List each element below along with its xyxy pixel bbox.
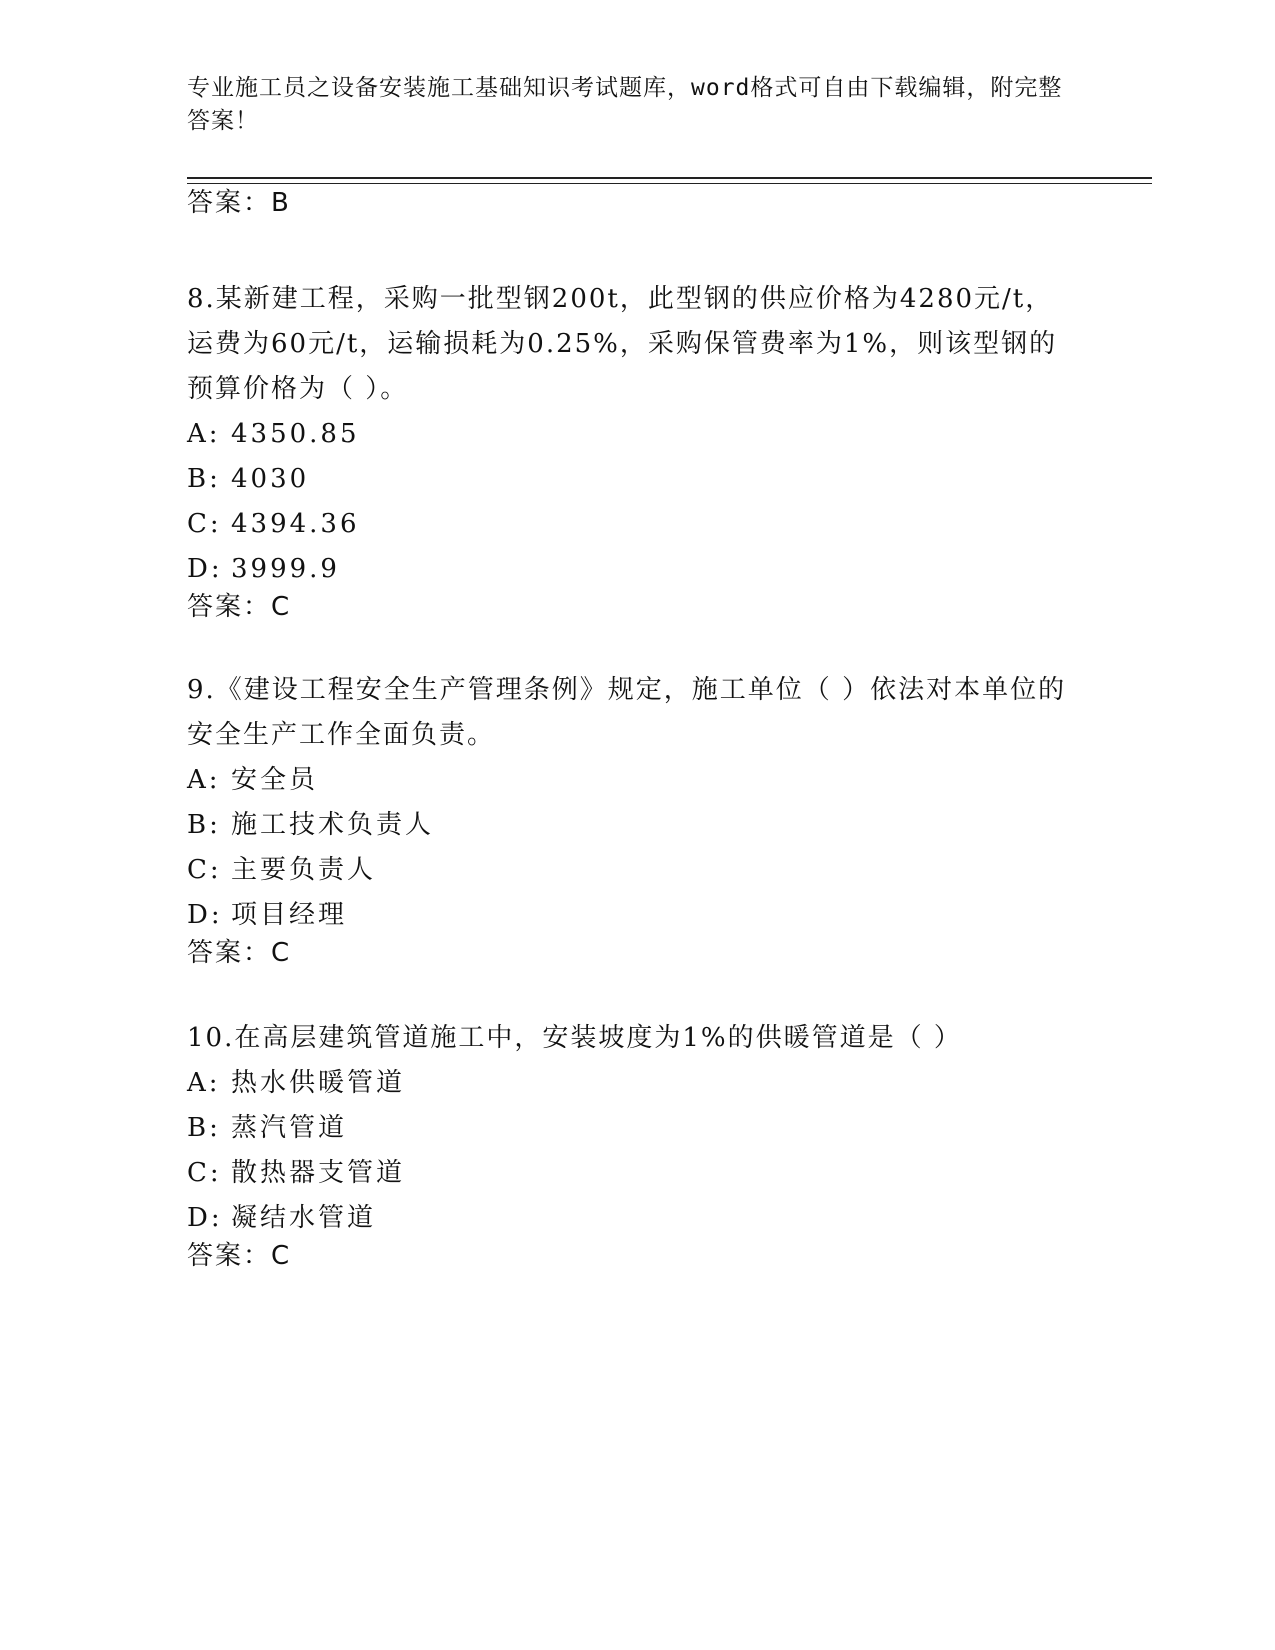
option-letter: B: [187,1113,221,1143]
header-rule-thin [187,183,1152,184]
option-text: 4394.36 [231,509,360,539]
option-text: 散热器支管道 [231,1158,406,1188]
header-rule-thick [187,177,1152,179]
option-letter: C: [187,1158,222,1188]
option-b [187,1106,1077,1151]
option-letter: A: [187,1068,221,1098]
option-c [187,848,1077,893]
question-9 [187,668,1077,968]
option-letter: D: [187,1203,223,1233]
previous-answer: 答案：B [187,188,291,218]
option-text: 施工技术负责人 [231,810,435,840]
question-10 [187,1016,1077,1271]
answer-line: 答案：C [187,592,292,622]
option-c [187,1151,1077,1196]
option-text: 热水供暖管道 [231,1068,406,1098]
document-header: 专业施工员之设备安装施工基础知识考试题库，word格式可自由下载编辑，附完整答案！ [187,75,1063,134]
question-text: 8.某新建工程，采购一批型钢200t，此型钢的供应价格为4280元/t，运费为60元/t，运输损耗为0.25%，采购保管费率为1%，则该型钢的预算价格为（ ）。 [187,284,1058,404]
option-a [187,412,1077,457]
question-8 [187,277,1077,622]
answer-line: 答案：C [187,938,292,968]
option-b [187,803,1077,848]
option-letter: A: [187,765,221,795]
option-letter: D: [187,554,223,584]
option-a [187,758,1077,803]
option-text: 3999.9 [231,554,340,584]
option-d [187,547,1077,592]
question-text: 9.《建设工程安全生产管理条例》规定，施工单位（ ）依法对本单位的安全生产工作全面负责。 [187,675,1067,750]
option-a [187,1061,1077,1106]
option-letter: C: [187,509,222,539]
question-text: 10.在高层建筑管道施工中，安装坡度为1%的供暖管道是（ ） [187,1023,962,1053]
option-c [187,502,1077,547]
option-text: 4350.85 [231,419,360,449]
option-d [187,1196,1077,1241]
option-text: 4030 [231,464,310,494]
option-letter: B: [187,464,221,494]
option-letter: A: [187,419,221,449]
answer-line: 答案：C [187,1241,292,1271]
option-letter: C: [187,855,222,885]
option-text: 安全员 [231,765,319,795]
option-text: 蒸汽管道 [231,1113,348,1143]
option-text: 项目经理 [231,900,348,930]
option-letter: D: [187,900,223,930]
option-b [187,457,1077,502]
option-text: 主要负责人 [231,855,377,885]
option-d [187,893,1077,938]
option-text: 凝结水管道 [231,1203,377,1233]
option-letter: B: [187,810,221,840]
